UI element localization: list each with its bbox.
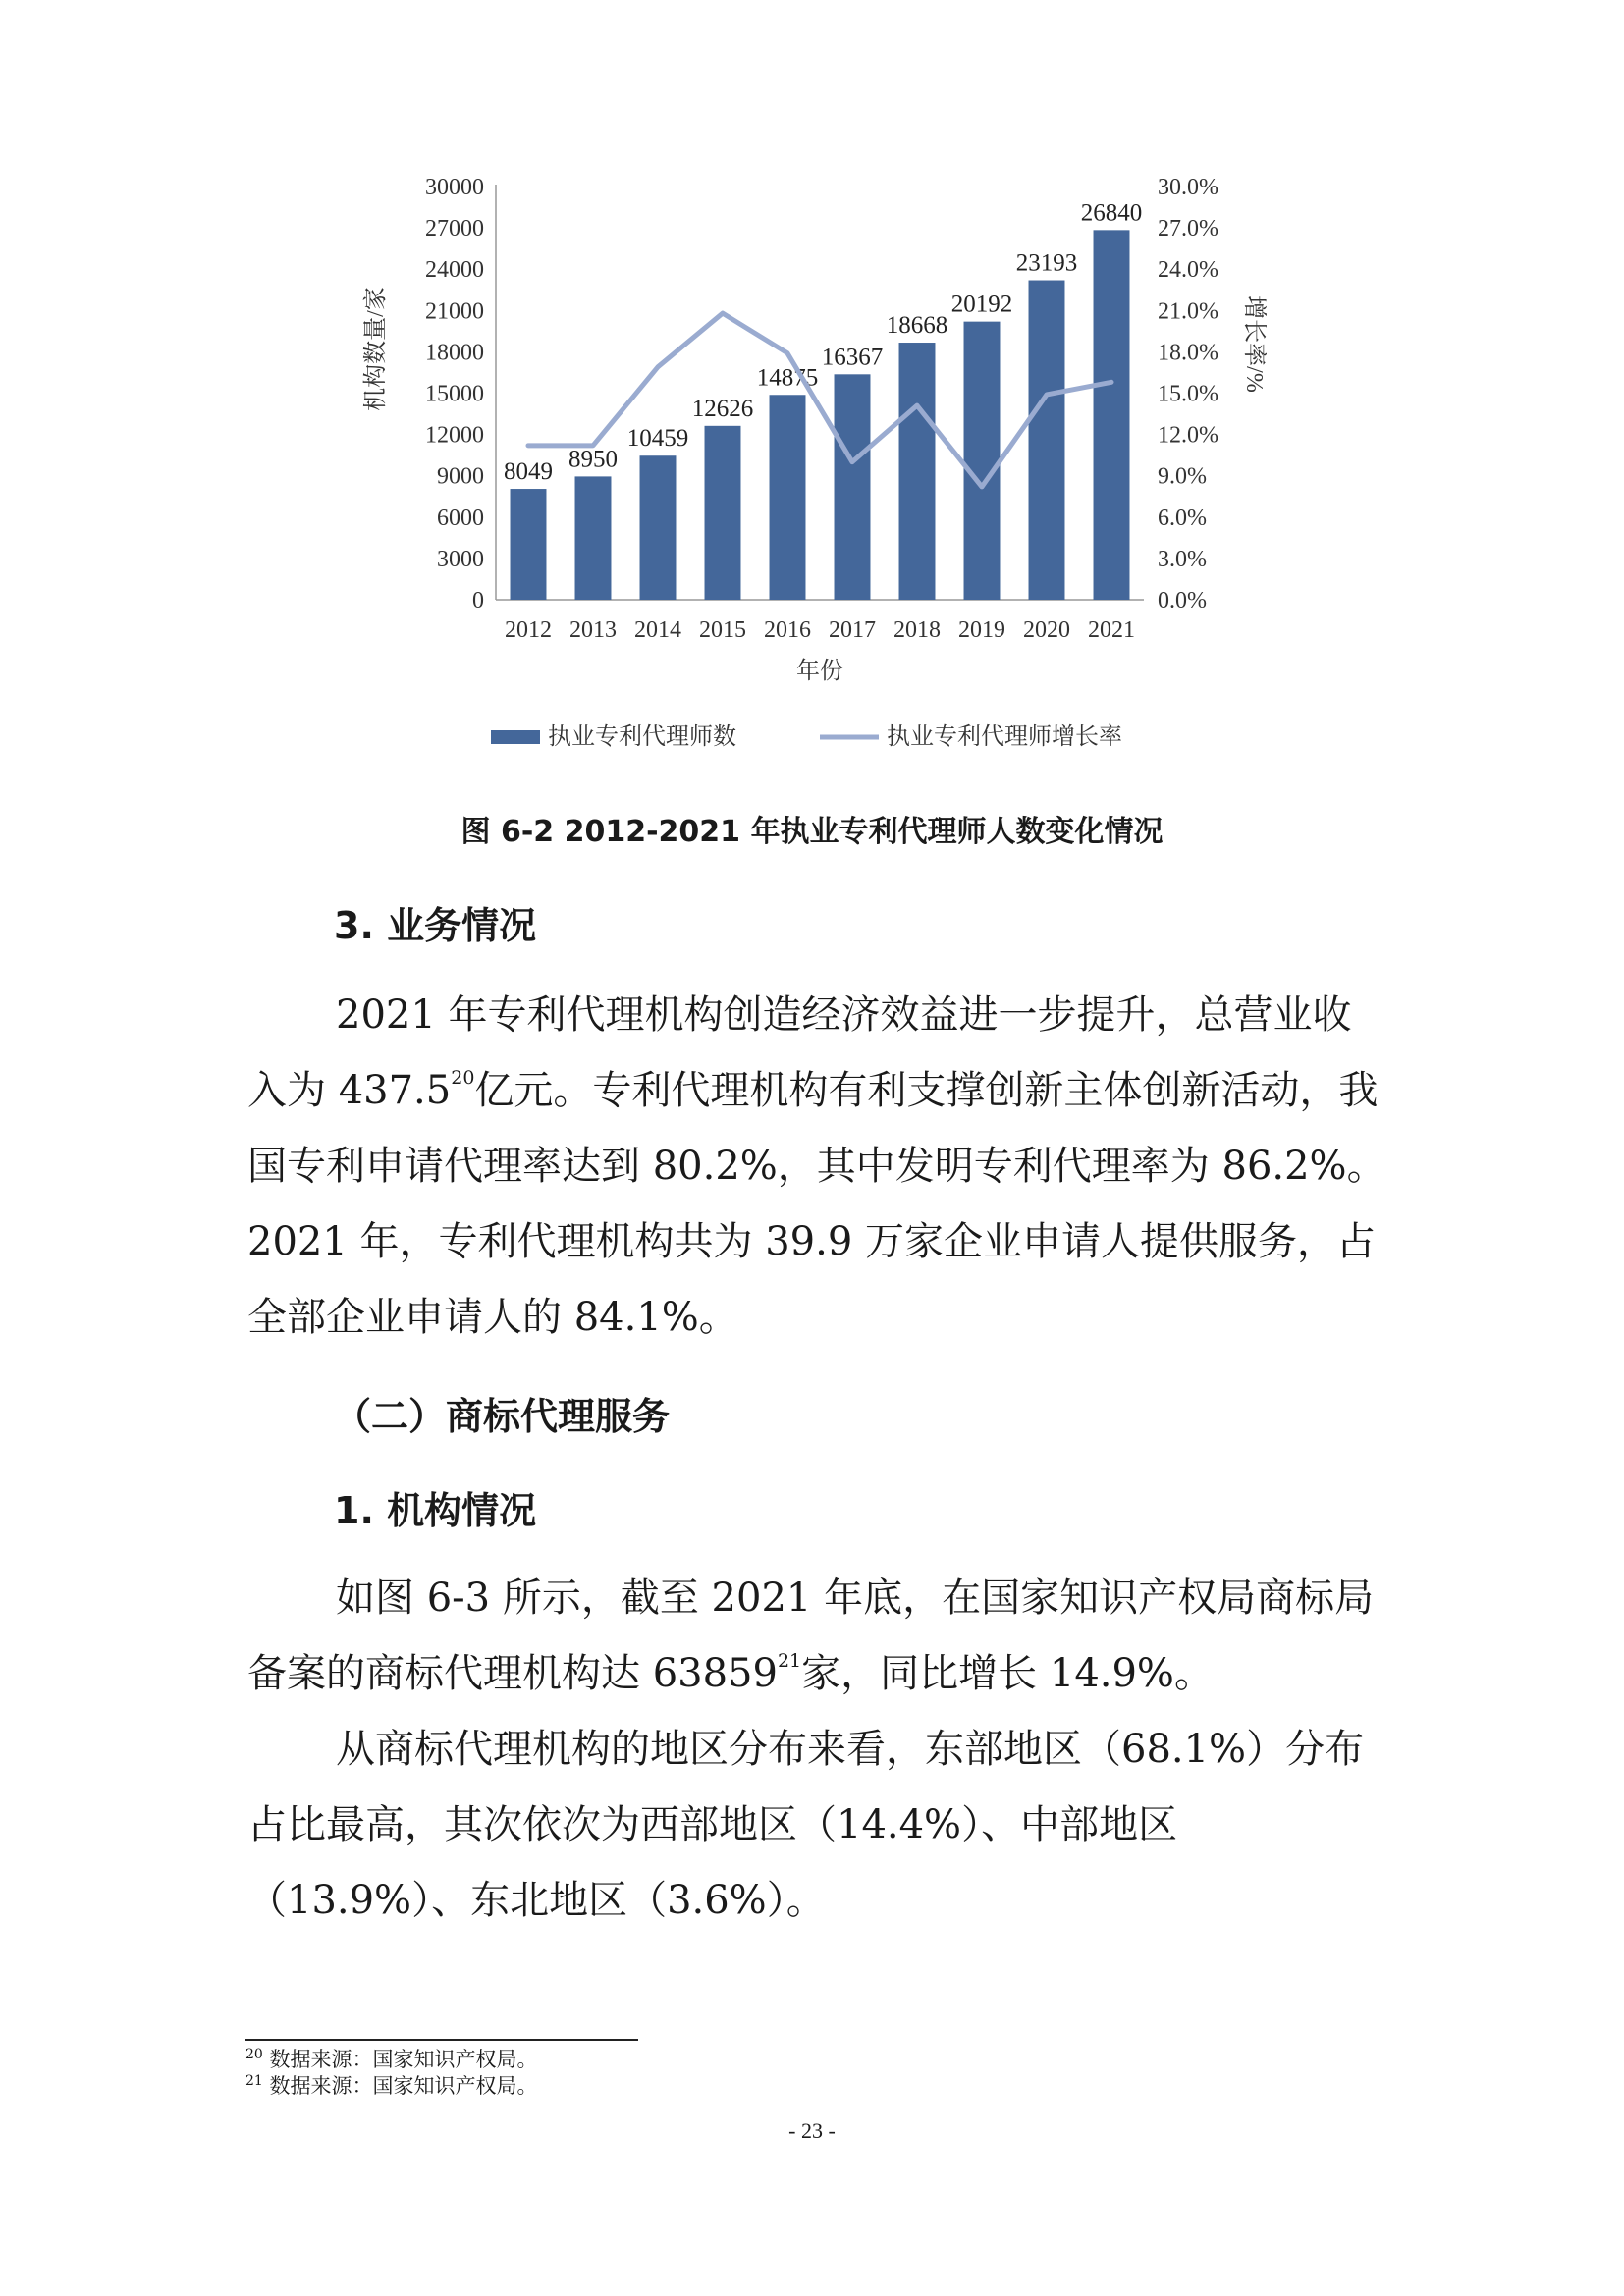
paragraph-text: 如图 6-3 所示，截至 2021 年底，在国家知识产权局商标局备案的商标代理机构达 63859: [247, 1575, 1375, 1696]
bar: [964, 322, 1001, 600]
paragraph-institutions: [247, 1561, 1386, 1939]
y2-tick-label: 18.0%: [1158, 340, 1218, 366]
y2-tick-label: 30.0%: [1158, 175, 1218, 200]
x-tick-label: 2012: [505, 617, 552, 643]
section-heading-business: 3. 业务情况: [334, 904, 537, 947]
paragraph-text: 2021 年专利代理机构创造经济效益进一步提升，总营业收入为 437.5: [247, 992, 1352, 1113]
x-tick-label: 2014: [634, 617, 681, 643]
x-tick-label: 2013: [569, 617, 617, 643]
footnote: $^{21}$ 数据来源：国家知识产权局。: [245, 2073, 538, 2098]
y2-tick-label: 3.0%: [1158, 546, 1207, 572]
footnote: $^{20}$ 数据来源：国家知识产权局。: [245, 2047, 538, 2071]
y-tick-label: 9000: [437, 463, 484, 490]
bar-value-label: 12626: [691, 395, 754, 422]
x-tick-label: 2018: [893, 617, 941, 643]
bar-value-label: 14875: [756, 364, 819, 392]
x-tick-label: 2015: [699, 617, 746, 643]
bar: [705, 426, 741, 600]
y-tick-label: 27000: [425, 216, 484, 242]
bar: [770, 395, 806, 600]
y-tick-label: 24000: [425, 257, 484, 284]
legend-bar-label: 执业专利代理师数: [548, 724, 736, 750]
bar-value-label: 20192: [950, 291, 1013, 318]
y2-axis-title: 增长率/%: [1241, 295, 1267, 393]
footnote-ref: 21: [777, 1650, 802, 1672]
x-tick-label: 2020: [1023, 617, 1070, 643]
y-tick-label: 18000: [425, 340, 484, 366]
bar-value-label: 8049: [504, 458, 553, 486]
y-axis-title: 机构数量/家: [363, 287, 389, 411]
y-tick-label: 21000: [425, 298, 484, 325]
paragraph-text: 家，同比增长 14.9%。: [801, 1651, 1214, 1696]
bar: [899, 343, 936, 600]
y-tick-label: 0: [472, 588, 484, 614]
x-tick-label: 2017: [829, 617, 876, 643]
x-tick-label: 2016: [764, 617, 811, 643]
bar: [1094, 230, 1130, 600]
paragraph-text: 亿元。专利代理机构有利支撑创新主体创新活动，我国专利申请代理率达到 80.2%，其中发明专利代理率为 86.2%。2021 年，专利代理机构共为 39.9 万家企业申请人提供服务，占全部企业申请人的 84.1%。: [247, 1068, 1386, 1340]
bar-value-label: 18668: [886, 312, 948, 340]
bar-value-label: 26840: [1080, 199, 1143, 227]
bar: [835, 374, 871, 600]
y2-tick-label: 15.0%: [1158, 381, 1218, 407]
paragraph-business: [247, 978, 1386, 1356]
bar: [575, 476, 612, 600]
bar-value-label: 10459: [626, 425, 689, 453]
section-heading-trademark: （二）商标代理服务: [334, 1395, 671, 1438]
bar-value-label: 23193: [1015, 249, 1078, 277]
bar: [1029, 281, 1065, 600]
chart-svg: [324, 157, 1267, 785]
footnotes: [245, 2047, 538, 2100]
legend-line-label: 执业专利代理师增长率: [887, 724, 1122, 750]
bar-value-label: 8950: [568, 446, 618, 473]
x-axis-title: 年份: [796, 659, 843, 684]
paragraph-distribution: 从商标代理机构的地区分布来看，东部地区（68.1%）分布占比最高，其次依次为西部地区（14.4%）、中部地区（13.9%）、东北地区（3.6%）。: [247, 1727, 1365, 1923]
y2-tick-label: 6.0%: [1158, 505, 1207, 531]
y-tick-label: 12000: [425, 422, 484, 449]
footnote-divider: [245, 2039, 638, 2041]
figure-caption: 图 6-2 2012-2021 年执业专利代理师人数变化情况: [460, 815, 1164, 849]
y-tick-label: 15000: [425, 381, 484, 407]
section-heading-institutions: 1. 机构情况: [334, 1489, 537, 1532]
bar: [640, 455, 677, 600]
x-tick-label: 2019: [958, 617, 1005, 643]
growth-chart: [324, 157, 1267, 785]
x-tick-label: 2021: [1088, 617, 1135, 643]
legend-bar-swatch: [491, 730, 540, 744]
page-number: - 23 -: [788, 2118, 836, 2143]
footnote-ref: 20: [451, 1067, 475, 1089]
y2-tick-label: 0.0%: [1158, 588, 1207, 614]
y2-tick-label: 9.0%: [1158, 463, 1207, 490]
y2-tick-label: 27.0%: [1158, 216, 1218, 242]
bar-value-label: 16367: [821, 344, 884, 371]
y-tick-label: 3000: [437, 546, 484, 572]
bar: [511, 489, 547, 600]
y2-tick-label: 12.0%: [1158, 422, 1218, 449]
y2-tick-label: 21.0%: [1158, 298, 1218, 325]
y2-tick-label: 24.0%: [1158, 257, 1218, 284]
y-tick-label: 30000: [425, 175, 484, 200]
y-tick-label: 6000: [437, 505, 484, 531]
